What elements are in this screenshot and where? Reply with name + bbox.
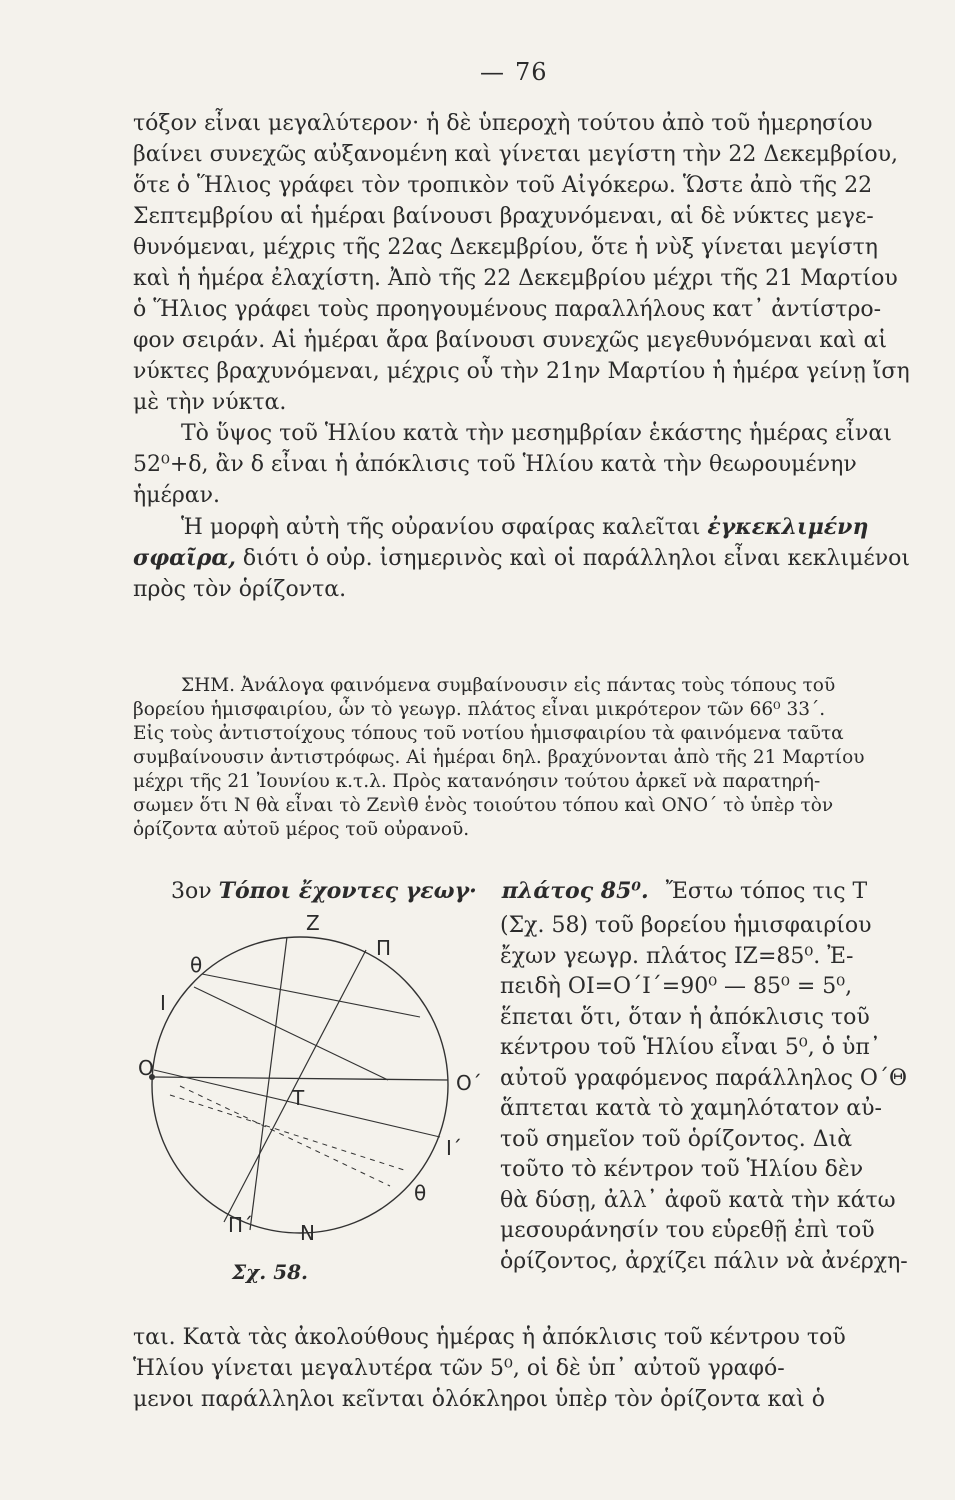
text-line: ΣΗΜ. Ἀνάλογα φαινόμενα συμβαίνουσιν εἰς πάντας τοὺς τόπους τοῦ [181, 675, 836, 696]
text-line: σωμεν ὅτι Ν θὰ εἶναι τὸ Ζενὶθ ἑνὸς τοιούτου τόπου καὶ ΟΝΟ΄ τὸ ὑπὲρ τὸν [133, 795, 834, 816]
text-line: ἕπεται ὅτι, ὅταν ἡ ἀπόκλισις τοῦ [500, 1004, 870, 1030]
text-line: Ἡλίου γίνεται μεγαλυτέρα τῶν 5⁰, οἱ δὲ ὑπ᾽ αὐτοῦ γραφό- [133, 1356, 785, 1381]
text-line [133, 876, 935, 907]
section-heading-cont: πλάτος 85⁰. [501, 878, 649, 904]
text-line: αὐτοῦ γραφόμενος παράλληλος Ο΄Θ [500, 1065, 907, 1091]
text-line [133, 543, 935, 574]
celestial-sphere-circle [152, 937, 448, 1233]
text-line: ὅτε ὁ Ἥλιος γράφει τὸν τροπικὸν τοῦ Αἰγόκερω. Ὥστε ἀπὸ τῆς 22 [133, 173, 873, 198]
text-line: κέντρου τοῦ Ἡλίου εἶναι 5⁰, ὁ ὑπ᾽ [500, 1035, 881, 1060]
term-inclined: ἐγκεκλιμένη [707, 514, 869, 540]
paragraph-2 [133, 418, 935, 511]
section-number: 3ον [171, 879, 212, 904]
text-line: μὲ τὴν νύκτα. [133, 390, 287, 415]
label-I-prime: I΄ [446, 1136, 462, 1160]
text-line: ἔχων γεωγρ. πλάτος ΙΖ=85⁰. Ἐ- [500, 943, 854, 969]
text-line: τοῦ σημεῖον τοῦ ὁρίζοντος. Διὰ [500, 1126, 853, 1152]
parallel-line [194, 987, 388, 1080]
label-theta-bottom: θ [414, 1181, 427, 1205]
text-line: ἡμέραν. [133, 483, 221, 508]
label-I: I [160, 991, 166, 1015]
right-column-text [500, 911, 937, 1277]
page-number: — 76 [480, 58, 548, 86]
text-line: μεσουράνησίν του εὑρεθῇ ἐπὶ τοῦ [500, 1218, 875, 1243]
section-3-heading-line [133, 876, 935, 907]
paragraph-3 [133, 512, 935, 605]
text-line: Εἰς τοὺς ἀντιστοίχους τόπους τοῦ νοτίου ἡμισφαιρίου τὰ φαινόμενα ταῦτα [133, 723, 844, 744]
label-T: T [292, 1086, 305, 1110]
text-span: διότι ὁ οὐρ. ἰσημερινὸς καὶ οἱ παράλληλοι εἶναι κεκλιμένοι [235, 546, 910, 571]
text-line: νύκτες βραχυνόμεναι, μέχρις οὗ τὴν 21ην Μαρτίου ἡ ἡμέρα γείνῃ ἴση [133, 359, 910, 384]
text-line: ἅπτεται κατὰ τὸ χαμηλότατον αὐ- [500, 1096, 882, 1121]
text-line: τοῦτο τὸ κέντρον τοῦ Ἡλίου δὲν [500, 1157, 864, 1182]
text-line: βαίνει συνεχῶς αὐξανομένη καὶ γίνεται μεγίστη τὴν 22 Δεκεμβρίου, [133, 142, 898, 167]
text-line: συμβαίνουσιν ἀντιστρόφως. Αἱ ἡμέραι δηλ. βραχύνονται ἀπὸ τῆς 21 Μαρτίου [133, 747, 865, 768]
figure-caption: Σχ. 58. [232, 1260, 309, 1284]
text-line: πειδὴ ΟΙ=Ο΄Ι΄=90⁰ — 85⁰ = 5⁰, [500, 974, 853, 999]
text-line: καὶ ἡ ἡμέρα ἐλαχίστη. Ἀπὸ τῆς 22 Δεκεμβρίου μέχρι τῆς 21 Μαρτίου [133, 266, 898, 291]
label-P-prime: Π΄ [228, 1213, 254, 1237]
term-sphere: σφαῖρα, [133, 545, 236, 571]
text-line: Σεπτεμβρίου αἱ ἡμέραι βαίνουσι βραχυνόμεναι, αἱ δὲ νύκτες μεγε- [133, 204, 874, 229]
parallel-dashed-line [170, 1095, 404, 1170]
label-N: N [300, 1221, 315, 1245]
figure-58-diagram [140, 910, 500, 1260]
text-line: 52⁰+δ, ἂν δ εἶναι ἡ ἀπόκλισις τοῦ Ἡλίου κατὰ τὴν θεωρουμένην [133, 452, 857, 477]
paragraph-1 [133, 108, 935, 418]
label-Z: Z [306, 911, 320, 935]
label-O: O [138, 1056, 154, 1080]
text-line: ὁ Ἥλιος γράφει τοὺς προηγουμένους παραλλήλους κατ᾽ ἀντίστρο- [133, 297, 882, 322]
text-line: πρὸς τὸν ὁρίζοντα. [133, 577, 347, 602]
section-heading: Τόποι ἔχοντες γεωγ· [218, 878, 477, 904]
label-P: Π [376, 936, 392, 960]
text-span: Ἔστω τόπος τις Τ [665, 879, 868, 904]
text-line: βορείου ἡμισφαιρίου, ὧν τὸ γεωγρ. πλάτος εἶναι μικρότερον τῶν 66⁰ 33΄. [133, 699, 826, 720]
text-line: (Σχ. 58) τοῦ βορείου ἡμισφαιρίου [500, 913, 872, 938]
text-line: μέχρι τῆς 21 Ἰουνίου κ.τ.λ. Πρὸς κατανόησιν τούτου ἀρκεῖ νὰ παρατηρή- [133, 771, 821, 792]
text-span: Ἡ μορφὴ αὐτὴ τῆς οὐρανίου σφαίρας καλεῖται [181, 515, 708, 540]
zenith-axis-line [250, 937, 287, 1230]
parallel-line [202, 974, 420, 1017]
text-line: ὁρίζοντος, ἀρχίζει πάλιν νὰ ἀνέρχη- [500, 1248, 908, 1274]
text-line: Τὸ ὕψος τοῦ Ἡλίου κατὰ τὴν μεσημβρίαν ἑκάστης ἡμέρας εἶναι [181, 421, 892, 446]
text-line: ὁρίζοντα αὐτοῦ μέρος τοῦ οὐρανοῦ. [133, 819, 470, 840]
text-line: μενοι παράλληλοι κεῖνται ὁλόκληροι ὑπὲρ τὸν ὁρίζοντα καὶ ὁ [133, 1387, 826, 1412]
text-line: φον σειράν. Αἱ ἡμέραι ἄρα βαίνουσι συνεχῶς μεγεθυνόμεναι καὶ αἱ [133, 328, 887, 353]
final-paragraph [133, 1322, 935, 1415]
horizon-line [154, 1077, 448, 1080]
text-line [133, 512, 935, 543]
note-paragraph [133, 674, 935, 842]
text-line: τόξον εἶναι μεγαλύτερον· ἡ δὲ ὑπεροχὴ τούτου ἀπὸ τοῦ ἡμερησίου [133, 111, 873, 136]
text-line: ται. Κατὰ τὰς ἀκολούθους ἡμέρας ἡ ἀπόκλισις τοῦ κέντρου τοῦ [133, 1325, 846, 1350]
text-line: θυνόμεναι, μέχρις τῆς 22ας Δεκεμβρίου, ὅτε ἡ νὺξ γίνεται μεγίστη [133, 235, 878, 260]
text-line: θὰ δύσῃ, ἀλλ᾽ ἀφοῦ κατὰ τὴν κάτω [500, 1187, 896, 1213]
label-theta-top: θ [190, 953, 203, 977]
label-O-prime: O΄ [456, 1071, 482, 1095]
